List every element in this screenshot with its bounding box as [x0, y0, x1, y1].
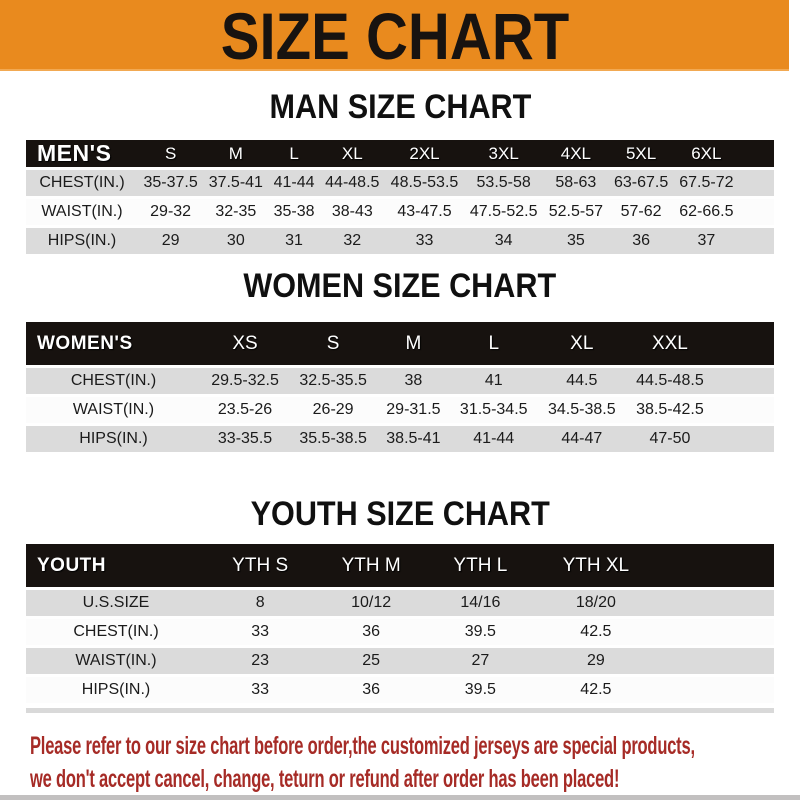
- spacer: [659, 590, 774, 616]
- women-size-col: XXL: [626, 322, 714, 365]
- women-size-col: L: [450, 322, 538, 365]
- women-size-col: XL: [538, 322, 626, 365]
- size-cell: 31.5-34.5: [450, 397, 538, 423]
- size-cell: 44.5-48.5: [626, 368, 714, 394]
- size-cell: 32-35: [203, 199, 268, 225]
- men-size-col: 3XL: [464, 140, 543, 167]
- men-chest-row: [26, 170, 774, 196]
- youth-section-heading: [0, 497, 800, 531]
- size-cell: 41-44: [268, 170, 319, 196]
- size-cell: 67.5-72: [674, 170, 739, 196]
- youth-hips-row: [26, 677, 774, 703]
- size-cell: 23: [206, 648, 314, 674]
- size-cell: 14/16: [428, 590, 533, 616]
- row-label: CHEST(IN.): [26, 170, 138, 196]
- size-cell: 30: [203, 228, 268, 254]
- spacer: [659, 619, 774, 645]
- size-cell: 44-48.5: [320, 170, 385, 196]
- row-label: CHEST(IN.): [26, 619, 206, 645]
- spacer: [659, 544, 774, 587]
- page-title: SIZE CHART: [220, 0, 569, 73]
- women-section-heading: [0, 269, 800, 303]
- size-cell: 18/20: [533, 590, 659, 616]
- size-cell: 29: [138, 228, 203, 254]
- youth-size-col: YTH XL: [533, 544, 659, 587]
- women-section-heading-text: WOMEN SIZE CHART: [243, 267, 557, 305]
- men-size-col: 5XL: [608, 140, 673, 167]
- youth-ussize-row: [26, 590, 774, 616]
- size-cell: 26-29: [289, 397, 377, 423]
- men-waist-row: [26, 199, 774, 225]
- youth-chest-row: [26, 619, 774, 645]
- size-cell: 29-31.5: [377, 397, 450, 423]
- men-table-header-row: [26, 140, 774, 167]
- size-cell: 35-38: [268, 199, 319, 225]
- youth-size-col: YTH L: [428, 544, 533, 587]
- size-cell: 29.5-32.5: [201, 368, 289, 394]
- youth-table-title: YOUTH: [26, 544, 206, 587]
- women-table-header-row: [26, 322, 774, 365]
- women-size-col: M: [377, 322, 450, 365]
- man-section-heading-text: MAN SIZE CHART: [269, 88, 531, 126]
- size-cell: 33: [206, 677, 314, 703]
- size-cell: 48.5-53.5: [385, 170, 464, 196]
- size-cell: 31: [268, 228, 319, 254]
- youth-waist-row: [26, 648, 774, 674]
- size-cell: 57-62: [608, 199, 673, 225]
- spacer: [714, 322, 774, 365]
- size-cell: 32.5-35.5: [289, 368, 377, 394]
- spacer: [714, 368, 774, 394]
- bottom-strip: [0, 795, 800, 800]
- women-size-table: [26, 319, 774, 455]
- disclaimer: [30, 730, 800, 796]
- size-cell: 33: [206, 619, 314, 645]
- size-cell: 33-35.5: [201, 426, 289, 452]
- youth-section-heading-text: YOUTH SIZE CHART: [250, 495, 550, 533]
- men-size-col: XL: [320, 140, 385, 167]
- youth-table-header-row: [26, 544, 774, 587]
- men-size-col: 6XL: [674, 140, 739, 167]
- size-cell: 8: [206, 590, 314, 616]
- women-table-title: WOMEN'S: [26, 322, 201, 365]
- size-cell: 43-47.5: [385, 199, 464, 225]
- spacer: [714, 397, 774, 423]
- size-cell: 42.5: [533, 677, 659, 703]
- size-cell: 25: [314, 648, 428, 674]
- size-cell: 34: [464, 228, 543, 254]
- men-size-table: [26, 137, 774, 257]
- women-size-col: XS: [201, 322, 289, 365]
- youth-size-col: YTH M: [314, 544, 428, 587]
- youth-size-table: [26, 541, 774, 706]
- disclaimer-line-2: we don't accept cancel, change, teturn or refund after order has been placed!: [30, 765, 620, 793]
- size-cell: 44-47: [538, 426, 626, 452]
- spacer: [739, 228, 774, 254]
- youth-table-wrap: [26, 541, 774, 713]
- size-cell: 29: [533, 648, 659, 674]
- spacer: [714, 426, 774, 452]
- banner: [0, 0, 789, 71]
- spacer: [739, 140, 774, 167]
- men-hips-row: [26, 228, 774, 254]
- size-cell: 35.5-38.5: [289, 426, 377, 452]
- row-label: WAIST(IN.): [26, 397, 201, 423]
- men-size-col: L: [268, 140, 319, 167]
- youth-size-col: YTH S: [206, 544, 314, 587]
- disclaimer-line-1: Please refer to our size chart before order,the customized jerseys are special products,: [30, 732, 695, 760]
- size-cell: 32: [320, 228, 385, 254]
- size-cell: 62-66.5: [674, 199, 739, 225]
- size-cell: 29-32: [138, 199, 203, 225]
- size-cell: 37.5-41: [203, 170, 268, 196]
- size-cell: 38: [377, 368, 450, 394]
- men-size-col: S: [138, 140, 203, 167]
- size-cell: 36: [314, 619, 428, 645]
- row-label: HIPS(IN.): [26, 677, 206, 703]
- size-cell: 47.5-52.5: [464, 199, 543, 225]
- size-cell: 47-50: [626, 426, 714, 452]
- spacer: [659, 648, 774, 674]
- size-cell: 33: [385, 228, 464, 254]
- size-cell: 34.5-38.5: [538, 397, 626, 423]
- size-cell: 38.5-41: [377, 426, 450, 452]
- row-label: U.S.SIZE: [26, 590, 206, 616]
- size-cell: 38.5-42.5: [626, 397, 714, 423]
- women-size-col: S: [289, 322, 377, 365]
- size-cell: 53.5-58: [464, 170, 543, 196]
- women-hips-row: [26, 426, 774, 452]
- women-waist-row: [26, 397, 774, 423]
- size-cell: 10/12: [314, 590, 428, 616]
- size-cell: 58-63: [543, 170, 608, 196]
- size-cell: 35: [543, 228, 608, 254]
- size-cell: 36: [314, 677, 428, 703]
- size-cell: 27: [428, 648, 533, 674]
- size-cell: 41: [450, 368, 538, 394]
- man-section-heading: [0, 90, 800, 124]
- row-label: WAIST(IN.): [26, 648, 206, 674]
- women-chest-row: [26, 368, 774, 394]
- size-cell: 63-67.5: [608, 170, 673, 196]
- size-cell: 23.5-26: [201, 397, 289, 423]
- size-cell: 52.5-57: [543, 199, 608, 225]
- size-cell: 37: [674, 228, 739, 254]
- row-label: HIPS(IN.): [26, 228, 138, 254]
- men-table-title: MEN'S: [26, 140, 138, 167]
- size-cell: 38-43: [320, 199, 385, 225]
- row-label: WAIST(IN.): [26, 199, 138, 225]
- row-label: HIPS(IN.): [26, 426, 201, 452]
- men-size-col: 4XL: [543, 140, 608, 167]
- spacer: [659, 677, 774, 703]
- size-cell: 41-44: [450, 426, 538, 452]
- size-cell: 42.5: [533, 619, 659, 645]
- spacer: [739, 199, 774, 225]
- men-size-col: M: [203, 140, 268, 167]
- size-cell: 35-37.5: [138, 170, 203, 196]
- size-cell: 44.5: [538, 368, 626, 394]
- men-size-col: 2XL: [385, 140, 464, 167]
- row-label: CHEST(IN.): [26, 368, 201, 394]
- size-cell: 36: [608, 228, 673, 254]
- spacer: [739, 170, 774, 196]
- size-cell: 39.5: [428, 677, 533, 703]
- size-cell: 39.5: [428, 619, 533, 645]
